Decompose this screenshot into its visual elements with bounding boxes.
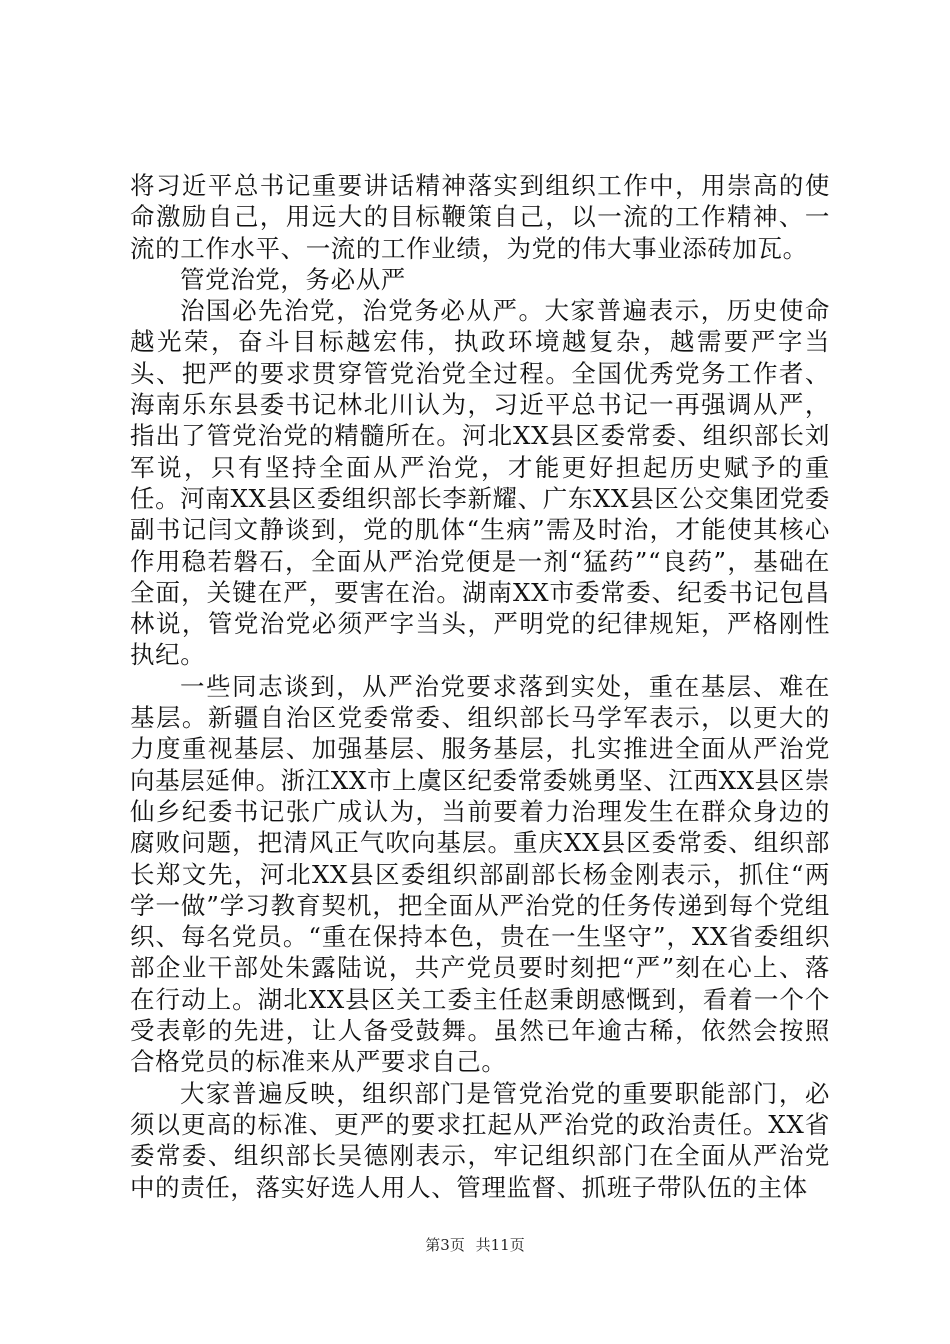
paragraph: 治国必先治党，治党务必从严。大家普遍表示，历史使命越光荣，奋斗目标越宏伟，执政环境越复杂，越需要严字当头、把严的要求贯穿管党治党全过程。全国优秀党务工作者、海南乐东县委书记林北川认为，习近平总书记一再强调从严，指出了管党治党的精髓所在。河北XX县区委常委、组织部长刘军说，只有坚持全面从严治党，才能更好担起历史赋予的重任。河南XX县区委组织部长李新耀、广东XX县区公交集团党委副书记闫文静谈到，党的肌体“生病”需及时治，才能使其核心作用稳若磐石，全面从严治党便是一剂“猛药”“良药”，基础在全面，关键在严，要害在治。湖南XX市委常委、纪委书记包昌林说，管党治党必须严字当头，严明党的纪律规矩，严格刚性执纪。 (130, 296, 830, 670)
paragraph: 大家普遍反映，组织部门是管党治党的重要职能部门，必须以更高的标准、更严的要求扛起从严治党的政治责任。XX省委常委、组织部长吴德刚表示，牢记组织部门在全面从严治党中的责任，落实好选人用人、管理监督、抓班子带队伍的主体 (130, 1078, 830, 1202)
document-body (130, 170, 830, 1203)
page-total: 共11页 (475, 1236, 525, 1254)
section-heading: 管党治党，务必从严 (180, 264, 406, 294)
paragraph: 一些同志谈到，从严治党要求落到实处，重在基层、难在基层。新疆自治区党委常委、组织部长马学军表示，以更大的力度重视基层、加强基层、服务基层，扎实推进全面从严治党向基层延伸。浙江XX市上虞区纪委常委姚勇坚、江西XX县区崇仙乡纪委书记张广成认为，当前要着力治理发生在群众身边的腐败问题，把清风正气吹向基层。重庆XX县区委常委、组织部长郑文先，河北XX县区委组织部副部长杨金刚表示，抓住“两学一做”学习教育契机，把全面从严治党的任务传递到每个党组织、每名党员。“重在保持本色，贵在一生坚守”，XX省委组织部企业干部处朱露陆说，共产党员要时刻把“严”刻在心上、落在行动上。湖北XX县区关工委主任赵秉朗感慨到，看着一个个受表彰的先进，让人备受鼓舞。虽然已年逾古稀，依然会按照合格党员的标准来从严要求自己。 (130, 671, 830, 1077)
page-footer (0, 1235, 950, 1255)
page-number: 第3页 (425, 1236, 465, 1254)
paragraph-continuation: 将习近平总书记重要讲话精神落实到组织工作中，用崇高的使命激励自己，用远大的目标鞭策自己，以一流的工作精神、一流的工作水平、一流的工作业绩，为党的伟大事业添砖加瓦。 (130, 171, 830, 263)
